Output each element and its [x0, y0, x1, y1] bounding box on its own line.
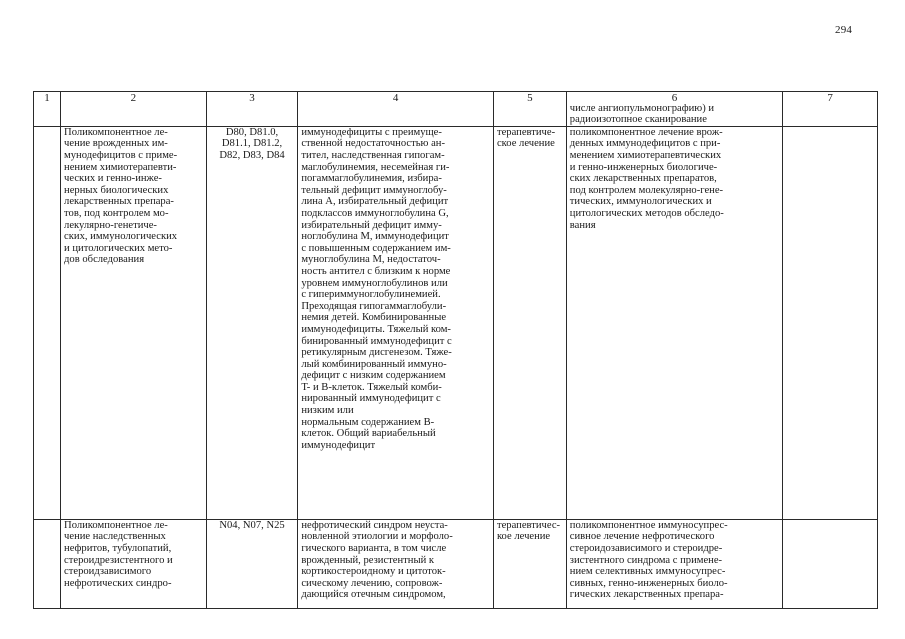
table-cell-col4: нефротический синдром неуста- новленной этиологии и морфоло- гического варианта, в том числе врожденный, резистентный к кортикостероидному и цитоток- сическому лечению, сопровож- дающийся отечным синдромом,: [298, 519, 494, 608]
column-number-3: 3: [206, 92, 298, 127]
column-number-row: [34, 92, 878, 127]
table-row: [34, 126, 878, 519]
carryover-text: числе ангиопульмонографию) и радиоизотопное сканирование: [569, 103, 715, 126]
column-number-2: 2: [61, 92, 207, 127]
column-number-7: 7: [783, 92, 878, 127]
table-cell-col2: Поликомпонентное ле- чение наследственных нефритов, тубулопатий, стероидрезистентного и стероидзависимого нефротических синдро-: [61, 519, 207, 608]
table-cell-col6: поликомпонентное лечение врож- денных иммунодефицитов с при- менением химиотерапевтических и генно-инженерных биологиче- ских лекарственных препаратов, под контролем молекулярно-гене- тических, иммунологических и цитологических методов обследо- вания: [566, 126, 782, 519]
table-cell-col5: терапевтичес- кое лечение: [493, 519, 566, 608]
table-cell-col6: поликомпонентное иммуносупрес- сивное лечение нефротического стероидозависимого и стероидре- зистентного синдрома с примене- нием селективных иммуносупрес- сивных, генно-инженерных биоло- гических лекарственных препара-: [566, 519, 782, 608]
document-table: [33, 91, 878, 609]
table-cell-col3: D80, D81.0, D81.1, D81.2, D82, D83, D84: [206, 126, 298, 519]
table-cell-col5: терапевтиче- ское лечение: [493, 126, 566, 519]
table-row: [34, 519, 878, 608]
table-cell-col7: [783, 126, 878, 519]
column-number-6: 6 числе ангиопульмонографию) и радиоизотопное сканирование: [566, 92, 782, 127]
column-number-4: 4: [298, 92, 494, 127]
page-number: 294: [835, 24, 853, 36]
table-cell-col4: иммунодефициты с преимуще- ственной недостаточностью ан- тител, наследственная гипогам- маглобулинемия, несемейная ги- погаммаглобулинемия, избира- тельный дефицит иммуноглобу- лина A, избирательный дефицит подклассов иммуноглобулина G, избирательный дефицит имму- ноглобулина M, иммунодефицит с повышенным содержанием им- муноглобулина M, недостаточ- ность антител с близким к норме уровнем иммуноглобулинов или с гипериммуноглобулинемией. Преходящая гипогаммаглобули- немия детей. Комбинированные иммунодефициты. Тяжелый ком- бинированный иммунодефицит с ретикулярным дисгенезом. Тяже- лый комбинированный иммуно- дефицит с низким содержанием T- и B-клеток. Тяжелый комби- нированный иммунодефицит с низким или нормальным содержанием B- клеток. Общий вариабельный иммунодефицит: [298, 126, 494, 519]
column-number-1: 1: [34, 92, 61, 127]
table-cell-col2: Поликомпонентное ле- чение врожденных им- мунодефицитов с приме- нением химиотерапевти- ческих и генно-инже- нерных биологических лекарственных препара- тов, под контролем мо- лекулярно-генетиче- ских, иммунологических и цитологических мето- дов обследования: [61, 126, 207, 519]
table-cell-col1: [34, 126, 61, 519]
table-cell-col7: [783, 519, 878, 608]
table-cell-col1: [34, 519, 61, 608]
table-cell-col3: N04, N07, N25: [206, 519, 298, 608]
column-number-5: 5: [493, 92, 566, 127]
